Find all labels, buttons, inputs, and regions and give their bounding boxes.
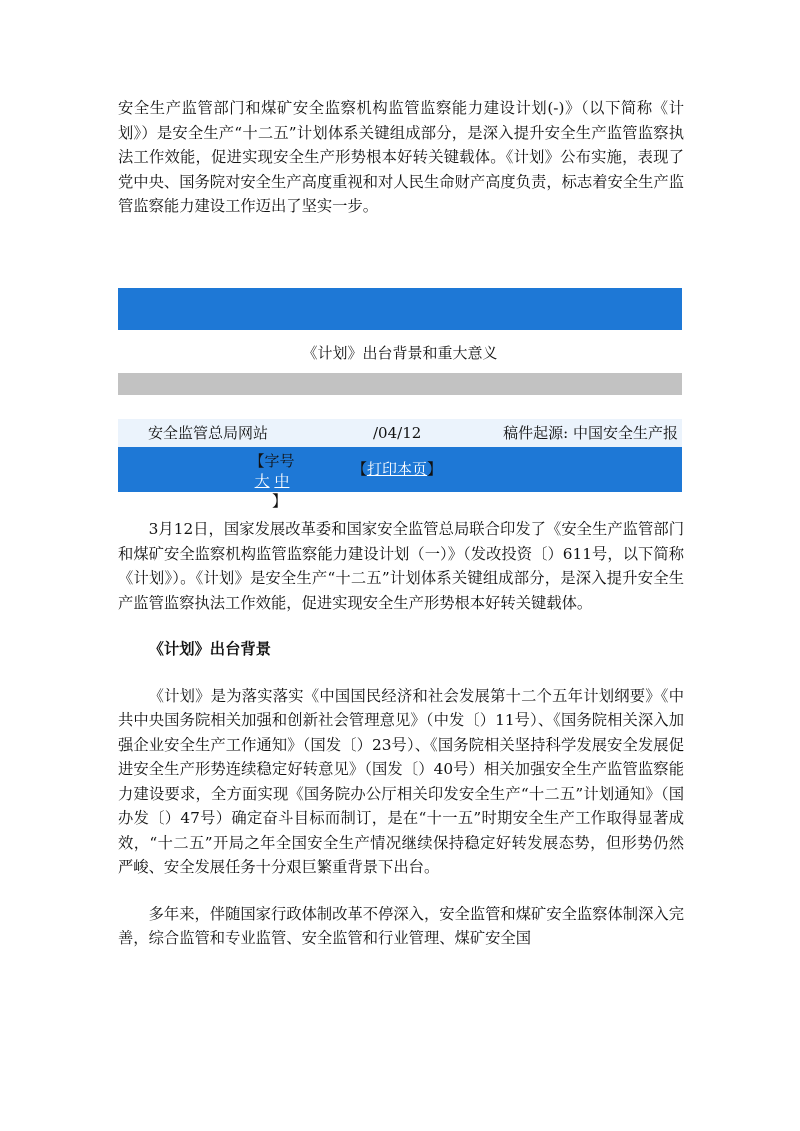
- print-close-bracket: 】: [427, 460, 443, 478]
- body-paragraph-3: 多年来，伴随国家行政体制改革不停深入，安全监管和煤矿安全监察体制深入完善，综合监管和专业监管、安全监管和行业管理、煤矿安全国: [118, 904, 684, 947]
- body-paragraph-2: 《计划》是为落实落实《中国国民经济和社会发展第十二个五年计划纲要》《中共中央国务院相关加强和创新社会管理意见》（中发〔）11号）、《国务院相关深入加强企业安全生产工作通知》（国发〔）23号）、《国务院相关坚持科学发展安全发展促进安全生产形势连续稳定好转意见》（国发〔）40号）相关加强安全生产监管监察能力建设要求，全方面实现《国务院办公厅相关印发安全生产“十二五”计划通知》（国办发〔）47号）确定奋斗目标而制订，是在“十一五”时期安全生产工作取得显著成效，“十二五”开局之年全国安全生产情况继续保持稳定好转发展态势，但形势仍然严峻、安全发展任务十分艰巨繁重背景下出台。: [118, 686, 684, 876]
- print-open-bracket: 【: [352, 460, 368, 478]
- font-size-small-link[interactable]: 小: [256, 492, 272, 510]
- body-paragraph-1: 3月12日，国家发展改革委和国家安全监管总局联合印发了《安全生产监管部门和煤矿安全监察机构监管监察能力建设计划（一）》（发改投资〔）611号，以下简称《计划》）。《计划》是安全生产“十二五”计划体系关键组成部分，是深入提升安全生产监管监察执法工作效能，促进实现安全生产形势根本好转关键载体。: [118, 520, 684, 612]
- font-size-close: 】: [272, 492, 288, 510]
- article-source: 稿件起源: 中国安全生产报: [503, 424, 678, 442]
- section-heading: 《计划》出台背景: [148, 640, 271, 658]
- article-title: 《计划》出台背景和重大意义: [302, 344, 498, 362]
- intro-paragraph: 安全生产监管部门和煤矿安全监察机构监管监察能力建设计划(-)》（以下简称《计划》）是安全生产“十二五”计划体系关键组成部分，是深入提升安全生产监管监察执法工作效能，促进实现安全生产形势根本好转关键载体。《计划》公布实施，表现了党中央、国务院对安全生产高度重视和对人民生命财产高度负责，标志着安全生产监管监察能力建设工作迈出了坚实一步。: [118, 99, 684, 215]
- article-body: [118, 517, 684, 951]
- font-size-medium-link[interactable]: 中: [274, 472, 290, 490]
- article-toolbar: [118, 447, 682, 510]
- font-size-controls: [240, 451, 304, 511]
- print-controls: [352, 459, 442, 479]
- source-site: 安全监管总局网站: [148, 424, 269, 442]
- separator-bar: [118, 373, 682, 395]
- header-bar: [118, 288, 682, 330]
- font-size-label: 【字号: [249, 452, 295, 470]
- print-page-link[interactable]: 打印本页: [367, 460, 428, 478]
- article-info-row: [118, 419, 682, 447]
- publish-date: /04/12: [373, 424, 422, 442]
- font-size-large-link[interactable]: 大: [254, 472, 270, 490]
